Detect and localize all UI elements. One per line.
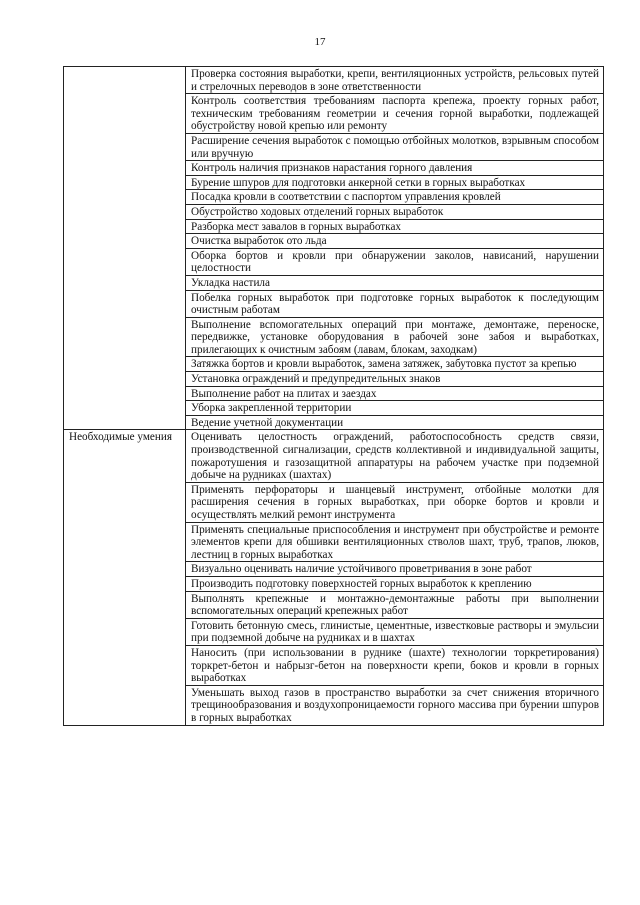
item-text: Оборка бортов и кровли при обнаружении заколов, нависаний, нарушении целостности bbox=[186, 248, 604, 275]
item-text: Установка ограждений и предупредительных знаков bbox=[186, 372, 604, 387]
item-text: Выполнение вспомогательных операций при монтаже, демонтаже, переноске, передвижке, установке оборудования в рабочей зоне забоя и выработках, прилегающих к очистным забоям (лавам, блокам, заходкам) bbox=[186, 317, 604, 357]
requirements-table bbox=[63, 66, 604, 726]
item-text: Затяжка бортов и кровли выработок, замена затяжек, забутовка пустот за крепью bbox=[186, 357, 604, 372]
item-text: Контроль соответствия требованиям паспорта крепежа, проекту горных работ, техническим требованиям геометрии и сечения горной выработки, подлежащей обустройству новой крепью или ремонту bbox=[186, 94, 604, 134]
item-text: Обустройство ходовых отделений горных выработок bbox=[186, 204, 604, 219]
table-row bbox=[64, 67, 604, 94]
section-label bbox=[64, 67, 186, 430]
section-label: Необходимые умения bbox=[64, 430, 186, 725]
item-text: Применять специальные приспособления и инструмент при обустройстве и ремонте элементов крепи для обшивки вентиляционных стволов шахт, труб, трапов, люков, лестниц в горных выработках bbox=[186, 522, 604, 562]
item-text: Расширение сечения выработок с помощью отбойных молотков, взрывным способом или вручную bbox=[186, 133, 604, 160]
table-body bbox=[64, 67, 604, 726]
item-text: Готовить бетонную смесь, глинистые, цементные, известковые растворы и эмульсии при подземной добыче на рудниках и в шахтах bbox=[186, 618, 604, 645]
item-text: Производить подготовку поверхностей горных выработок к креплению bbox=[186, 576, 604, 591]
table-row bbox=[64, 430, 604, 482]
item-text: Побелка горных выработок при подготовке горных выработок к последующим очистным работам bbox=[186, 290, 604, 317]
page-number: 17 bbox=[314, 36, 326, 48]
item-text: Применять перфораторы и шанцевый инструмент, отбойные молотки для расширения сечения в горных выработках, при оборке бортов и кровли и осуществлять мелкий ремонт инструмента bbox=[186, 482, 604, 522]
item-text: Выполнение работ на плитах и заездах bbox=[186, 386, 604, 401]
item-text: Бурение шпуров для подготовки анкерной сетки в горных выработках bbox=[186, 175, 604, 190]
item-text: Уменьшать выход газов в пространство выработки за счет снижения вторичного трещинообразования и воздухопроницаемости горного массива при бурении шпуров в горных выработках bbox=[186, 685, 604, 725]
item-text: Разборка мест завалов в горных выработках bbox=[186, 219, 604, 234]
item-text: Ведение учетной документации bbox=[186, 415, 604, 430]
item-text: Посадка кровли в соответствии с паспортом управления кровлей bbox=[186, 190, 604, 205]
item-text: Уборка закрепленной территории bbox=[186, 401, 604, 416]
item-text: Проверка состояния выработки, крепи, вентиляционных устройств, рельсовых путей и стрелочных переводов в зоне ответственности bbox=[186, 67, 604, 94]
item-text: Наносить (при использовании в руднике (шахте) технологии торкретирования) торкрет-бетон и набрызг-бетон на поверхности крепи, боков и кровли в горных выработках bbox=[186, 645, 604, 685]
item-text: Очистка выработок ото льда bbox=[186, 234, 604, 249]
item-text: Контроль наличия признаков нарастания горного давления bbox=[186, 161, 604, 176]
item-text: Оценивать целостность ограждений, работоспособность средств связи, производственной сигнализации, средств коллективной и индивидуальной защиты, пожаротушения и газозащитной аппаратуры на рабочем участке при подземной добыче на рудниках (шахтах) bbox=[186, 430, 604, 482]
item-text: Выполнять крепежные и монтажно-демонтажные работы при выполнении вспомогательных операций крепежных работ bbox=[186, 591, 604, 618]
item-text: Визуально оценивать наличие устойчивого проветривания в зоне работ bbox=[186, 562, 604, 577]
item-text: Укладка настила bbox=[186, 275, 604, 290]
